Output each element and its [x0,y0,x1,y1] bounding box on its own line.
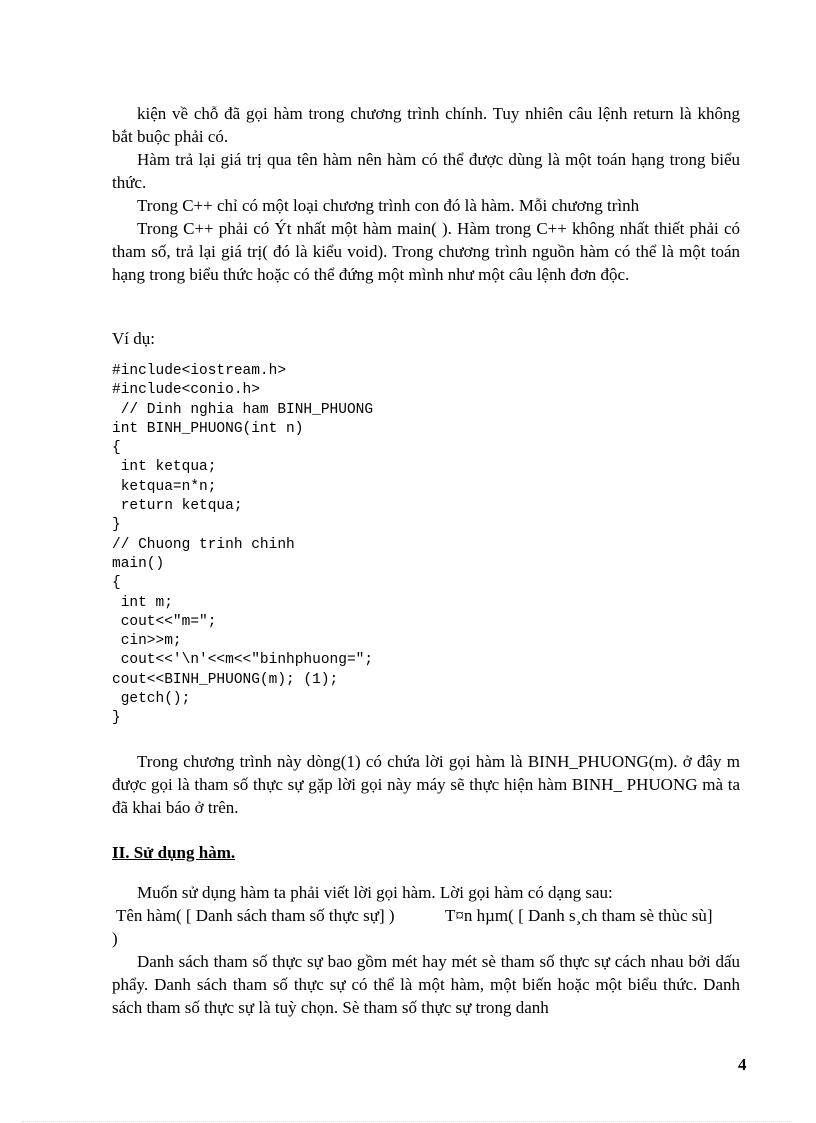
code-line: cout<<"m="; [112,613,217,630]
code-line: #include<conio.h> [112,382,260,399]
code-line: #include<iostream.h> [112,363,287,379]
code-line: int ketqua; [112,459,217,476]
paragraph-cpp-functions: Trong C++ chỉ có một loại chương trình con đó là hàm. Mỗi chương trình [137,196,640,215]
section-heading: II. Sử dụng hàm. [112,843,236,862]
code-line: { [112,575,121,592]
code-line: getch(); [112,691,191,708]
code-line: } [112,517,121,534]
code-line: } [112,710,121,727]
call-syntax-text: Tên hàm( [ Danh sách tham số thực sự] ) [116,906,395,925]
paragraph-arguments: Danh sách tham số thực sự bao gồm mét hay mét sè tham số thực sự cách nhau bởi dấu phẩy. Danh sách tham số thực sự có thể là một hàm, một biến hoặc một biểu thức. Danh sách tham số thực sự là tuỳ chọn. Sè tham số thực sự trong danh [112,952,740,1017]
example-label: Ví dụ: [112,329,155,348]
paragraph-explanation: Trong chương trình này dòng(1) có chứa lời gọi hàm là BINH_PHUONG(m). ở đây m được gọi là tham số thực sự gặp lời gọi này máy sẽ thực hiện hàm BINH_ PHUONG mà ta đã khai báo ở trên. [112,752,740,817]
call-syntax-close: ) [112,929,118,948]
page-number: 4 [738,1055,747,1074]
code-line: cin>>m; [112,633,182,650]
code-example [112,362,373,729]
paragraph-function-call: Muốn sử dụng hàm ta phải viết lời gọi hàm. Lời gọi hàm có dạng sau: [137,883,613,902]
code-line: int BINH_PHUONG(int n) [112,420,304,437]
footer-divider [22,1121,792,1122]
paragraph-main-function: Trong C++ phải có Ýt nhất một hàm main( ). Hàm trong C++ không nhất thiết phải có tham số, trả lại giá trị( đó là kiểu void). Trong chương trình nguồn hàm có thể là một toán hạng trong biểu thức hoặc có thể đứng một mình như một câu lệnh đơn độc. [112,219,740,284]
paragraph-return-value: Hàm trả lại giá trị qua tên hàm nên hàm có thể được dùng là một toán hạng trong biểu thức. [112,150,740,192]
code-line: int m; [112,594,173,611]
code-line: cout<<BINH_PHUONG(m); (1); [112,671,339,688]
code-line: main() [112,555,165,572]
code-line: cout<<'\n'<<m<<"binhphuong="; [112,652,374,669]
call-syntax-garbled: T¤n hµm( [ Danh s¸ch tham sè thùc sù] [445,906,713,925]
code-line: ketqua=n*n; [112,478,217,495]
code-line: return ketqua; [112,498,243,515]
code-line: { [112,440,121,457]
code-line: // Chuong trinh chinh [112,536,295,553]
paragraph-return-note: kiện về chỗ đã gọi hàm trong chương trình chính. Tuy nhiên câu lệnh return là không bắt buộc phải có. [112,104,740,146]
code-line: // Dinh nghia ham BINH_PHUONG [112,401,374,418]
